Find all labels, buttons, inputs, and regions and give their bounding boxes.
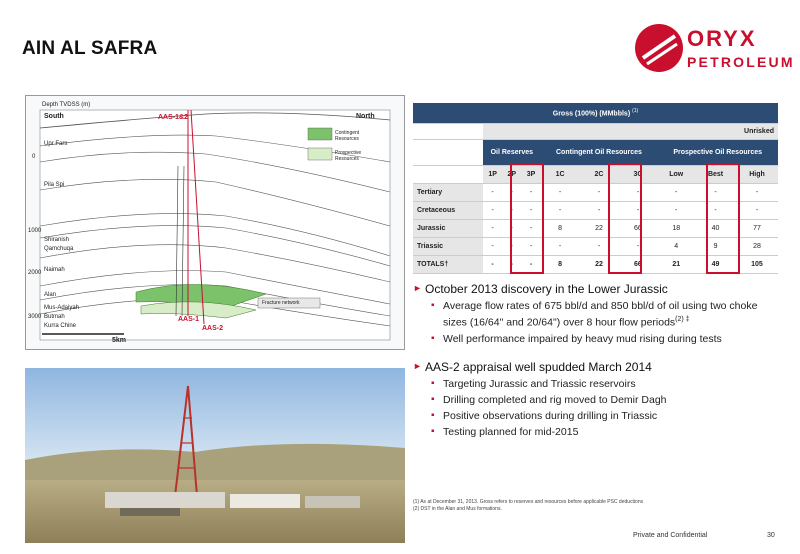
table-cell: - [695, 183, 736, 201]
well-label-aas-1-2: AAS-1&2 [158, 114, 188, 121]
formation-label: Upr Fars [44, 141, 68, 147]
page-number: 30 [767, 532, 775, 539]
depth-tick: 0 [32, 154, 36, 160]
row-label: TOTALS† [413, 255, 483, 273]
row-label: Jurassic [413, 219, 483, 237]
table-cell: 18 [657, 219, 695, 237]
table-cell: - [483, 219, 502, 237]
table-row [413, 219, 778, 237]
table-cell: - [502, 255, 521, 273]
table-cell: - [521, 183, 540, 201]
bullet-heading: ► October 2013 discovery in the Lower Jurassic [413, 282, 783, 296]
table-cell: 105 [736, 255, 778, 273]
table-cell: - [580, 183, 619, 201]
bullet-item: ▪ Testing planned for mid-2015 [413, 425, 783, 439]
formation-label: Shiranish [44, 237, 70, 243]
rig-landscape-image [25, 368, 405, 543]
table-cell: 4 [657, 237, 695, 255]
row-label: Triassic [413, 237, 483, 255]
page-title: AIN AL SAFRA [22, 38, 158, 59]
table-cell: - [541, 237, 580, 255]
company-logo [633, 22, 795, 80]
table-cell: 8 [541, 255, 580, 273]
legend-prospective: Prospective Resources [335, 150, 362, 162]
table-cell: 28 [736, 237, 778, 255]
legend-contingent: Contingent Resources [335, 130, 360, 142]
bullet-footnote-marker: (2) ‡ [675, 316, 690, 323]
footnotes [413, 499, 643, 513]
table-cell: - [580, 201, 619, 219]
column-header: 1P [483, 165, 502, 183]
depth-tick: 2000 [28, 270, 42, 276]
table-cell: 22 [580, 219, 619, 237]
table-cell: - [521, 219, 540, 237]
table-cell: - [483, 201, 502, 219]
column-header: 2C [580, 165, 619, 183]
table-title [413, 103, 778, 123]
bullet-item [413, 299, 783, 330]
bullet-item: ▪ Targeting Jurassic and Triassic reservoirs [413, 377, 783, 391]
table-title-footnote: (1) [632, 108, 639, 115]
well-label-aas-1: AAS-1 [178, 316, 200, 323]
row-label: Tertiary [413, 183, 483, 201]
table-cell: - [502, 183, 521, 201]
bullet-heading: ► AAS-2 appraisal well spudded March 2014 [413, 360, 783, 374]
well-label-aas-2: AAS-2 [202, 325, 224, 332]
footnote: (2) DST in the Alan and Mus formations. [413, 506, 502, 512]
table-cell: - [483, 183, 502, 201]
drilling-rig-photo [25, 368, 405, 543]
table-cell: - [618, 183, 657, 201]
table-cell: - [521, 255, 540, 273]
table-cell: - [483, 237, 502, 255]
logo-text-petroleum: PETROLEUM [687, 54, 795, 70]
table-cell: 21 [657, 255, 695, 273]
reserves-table [413, 103, 778, 274]
logo-mark-icon [633, 22, 685, 74]
bullet-item-text: Average flow rates of 675 bbl/d and 850 bbl/d of oil using two choke sizes (16/64" and 20/64") over 8 hour flow periods [443, 300, 758, 329]
table-cell: - [695, 201, 736, 219]
geological-cross-section [25, 95, 405, 350]
formation-label: Kurra Chine [44, 323, 77, 329]
column-header: 2P [502, 165, 521, 183]
table-cell: - [580, 237, 619, 255]
formation-label: Alan [44, 292, 57, 298]
table-cell: - [502, 219, 521, 237]
column-header: High [736, 165, 778, 183]
table-cell: - [521, 237, 540, 255]
bullet-item: ▪ Well performance impaired by heavy mud rising during tests [413, 332, 783, 346]
column-header: 1C [541, 165, 580, 183]
column-header: Low [657, 165, 695, 183]
table-cell: - [521, 201, 540, 219]
north-label: North [356, 113, 375, 120]
formation-label: Mus-Adaiyah [44, 305, 80, 311]
table-cell: - [736, 183, 778, 201]
table-cell: 22 [580, 255, 619, 273]
table-cell: 9 [695, 237, 736, 255]
table-cell: - [618, 237, 657, 255]
bullet-item: ▪ Positive observations during drilling in Triassic [413, 409, 783, 423]
table-cell: 66 [618, 219, 657, 237]
table-row [413, 237, 778, 255]
table-cell: 49 [695, 255, 736, 273]
formation-label: Pila Spi [44, 182, 65, 188]
footnote: (1) As at December 31, 2013. Gross refers to reserves and resources before applicable PSC deductions [413, 499, 644, 505]
formation-label: Butmah [44, 314, 65, 320]
group-header: Prospective Oil Resources [657, 139, 778, 165]
table-cell: - [736, 201, 778, 219]
scale-label: 5km [112, 337, 127, 344]
table-title-text: Gross (100%) (MMbbls) [552, 110, 631, 118]
table-cell: - [502, 201, 521, 219]
depth-tick: 3000 [28, 314, 42, 320]
table-cell: - [657, 201, 695, 219]
south-label: South [44, 113, 64, 120]
formation-label: Qamchuqa [44, 246, 74, 252]
column-header: 3P [521, 165, 540, 183]
table-cell: 8 [541, 219, 580, 237]
table-cell: 66 [618, 255, 657, 273]
table-row [413, 183, 778, 201]
table-cell: - [502, 237, 521, 255]
logo-text-oryx: ORYX [687, 26, 757, 51]
table-cell: - [541, 201, 580, 219]
table-cell: - [541, 183, 580, 201]
confidential-notice: Private and Confidential [633, 532, 708, 539]
column-header: 3C [618, 165, 657, 183]
table-cell: 40 [695, 219, 736, 237]
table-cell: - [483, 255, 502, 273]
table-cell: 77 [736, 219, 778, 237]
depth-axis-label: Depth TVDSS (m) [42, 102, 91, 108]
column-header: Best [695, 165, 736, 183]
table-row [413, 201, 778, 219]
bullet-item: ▪ Drilling completed and rig moved to Demir Dagh [413, 393, 783, 407]
table-cell: - [618, 201, 657, 219]
fracture-network-label: Fracture network [262, 300, 300, 306]
table-subtitle: Unrisked [483, 123, 778, 139]
group-header: Oil Reserves [483, 139, 541, 165]
key-points [413, 282, 783, 441]
group-header: Contingent Oil Resources [541, 139, 658, 165]
table-cell: - [657, 183, 695, 201]
formation-label: Naimah [44, 267, 65, 273]
depth-tick: 1000 [28, 228, 42, 234]
row-label: Cretaceous [413, 201, 483, 219]
table-row-totals [413, 255, 778, 273]
